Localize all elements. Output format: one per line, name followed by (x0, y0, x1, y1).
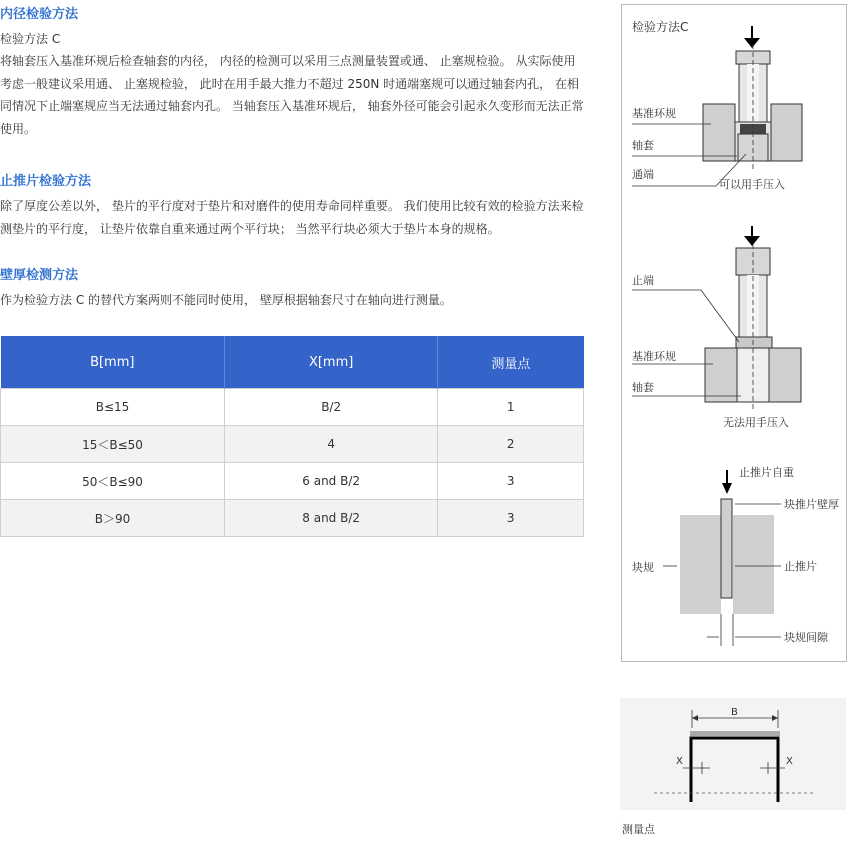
label-thrust-washer: 止推片 (784, 560, 817, 573)
table-cell: 8 and B/2 (225, 500, 438, 537)
label-x-left: X (676, 756, 683, 767)
label-nogo-note: 无法用手压入 (723, 416, 789, 429)
table-cell: 2 (438, 426, 584, 463)
section-subtitle-method-c: 检验方法 C (0, 32, 61, 46)
table-cell: 4 (225, 426, 438, 463)
label-go-end: 通端 (632, 168, 654, 181)
label-sleeve-b: 轴套 (632, 381, 654, 394)
table-header-cell: X[mm] (225, 336, 438, 389)
label-x-right: X (786, 756, 793, 767)
table-cell: 15＜B≤50 (1, 426, 225, 463)
label-b: B (731, 707, 738, 718)
table-cell: 6 and B/2 (225, 463, 438, 500)
section-title-wall-thickness: 壁厚检测方法 (0, 268, 79, 283)
section-title-thrust-washer: 止推片检验方法 (0, 174, 92, 189)
section-title-inner-diameter: 内径检验方法 (0, 7, 79, 22)
section-paragraph-wall-thickness: 作为检验方法 C 的替代方案两则不能同时使用， 壁厚根据轴套尺寸在轴向进行测量。 (0, 293, 452, 307)
label-washer-wall: 块推片壁厚 (784, 498, 839, 511)
table-row (1, 500, 584, 537)
table-header-row (1, 336, 584, 389)
label-sleeve-a: 轴套 (632, 139, 654, 152)
label-gauge-block: 块规 (632, 561, 654, 574)
table-cell: 3 (438, 463, 584, 500)
measurement-table (0, 336, 584, 537)
measurement-points-figure (620, 698, 846, 810)
figure-caption-measurement-points: 测量点 (622, 823, 655, 836)
table-cell: B/2 (225, 389, 438, 426)
table-cell: 1 (438, 389, 584, 426)
label-washer-weight: 止推片自重 (739, 466, 794, 479)
label-ring-gauge-b: 基准环规 (632, 350, 676, 363)
table-row (1, 426, 584, 463)
measurement-points-diagram (620, 698, 846, 810)
table-header-cell: 测量点 (438, 336, 584, 389)
section-paragraph-thrust-washer: 除了厚度公差以外， 垫片的平行度对于垫片和对磨件的使用寿命同样重要。 我们使用比较有效的检验方法来检测垫片的平行度， 让垫片依靠自重来通过两个平行块； 当然平行块必须大于垫片本身的规格。 (0, 199, 584, 236)
table-cell: B＞90 (1, 500, 225, 537)
table-header-cell: B[mm] (1, 336, 225, 389)
figure-title: 检验方法C (632, 20, 689, 34)
label-nogo-end: 止端 (632, 274, 654, 287)
table-row (1, 463, 584, 500)
table-row (1, 389, 584, 426)
label-ring-gauge-a: 基准环规 (632, 107, 676, 120)
section-paragraph-inner-diameter: 将轴套压入基准环规后检查轴套的内径， 内径的检测可以采用三点测量装置或通、 止塞规检验。 从实际使用考虑一般建议采用通、 止塞规检验， 此时在用手最大推力不超过 250N 时通端塞规可以通过轴套内孔， 在相同情况下止端塞规应当无法通过轴套内孔。 当轴套压入基准环规后， 轴套外径可能会引起永久变形而无法正常使用。 (0, 54, 584, 136)
label-go-note: 可以用手压入 (719, 178, 785, 191)
table-cell: 3 (438, 500, 584, 537)
label-block-gap: 块规间隙 (784, 631, 828, 644)
table-cell: B≤15 (1, 389, 225, 426)
inspection-method-figure (621, 4, 847, 662)
inspection-method-diagram (621, 4, 847, 662)
table-cell: 50＜B≤90 (1, 463, 225, 500)
